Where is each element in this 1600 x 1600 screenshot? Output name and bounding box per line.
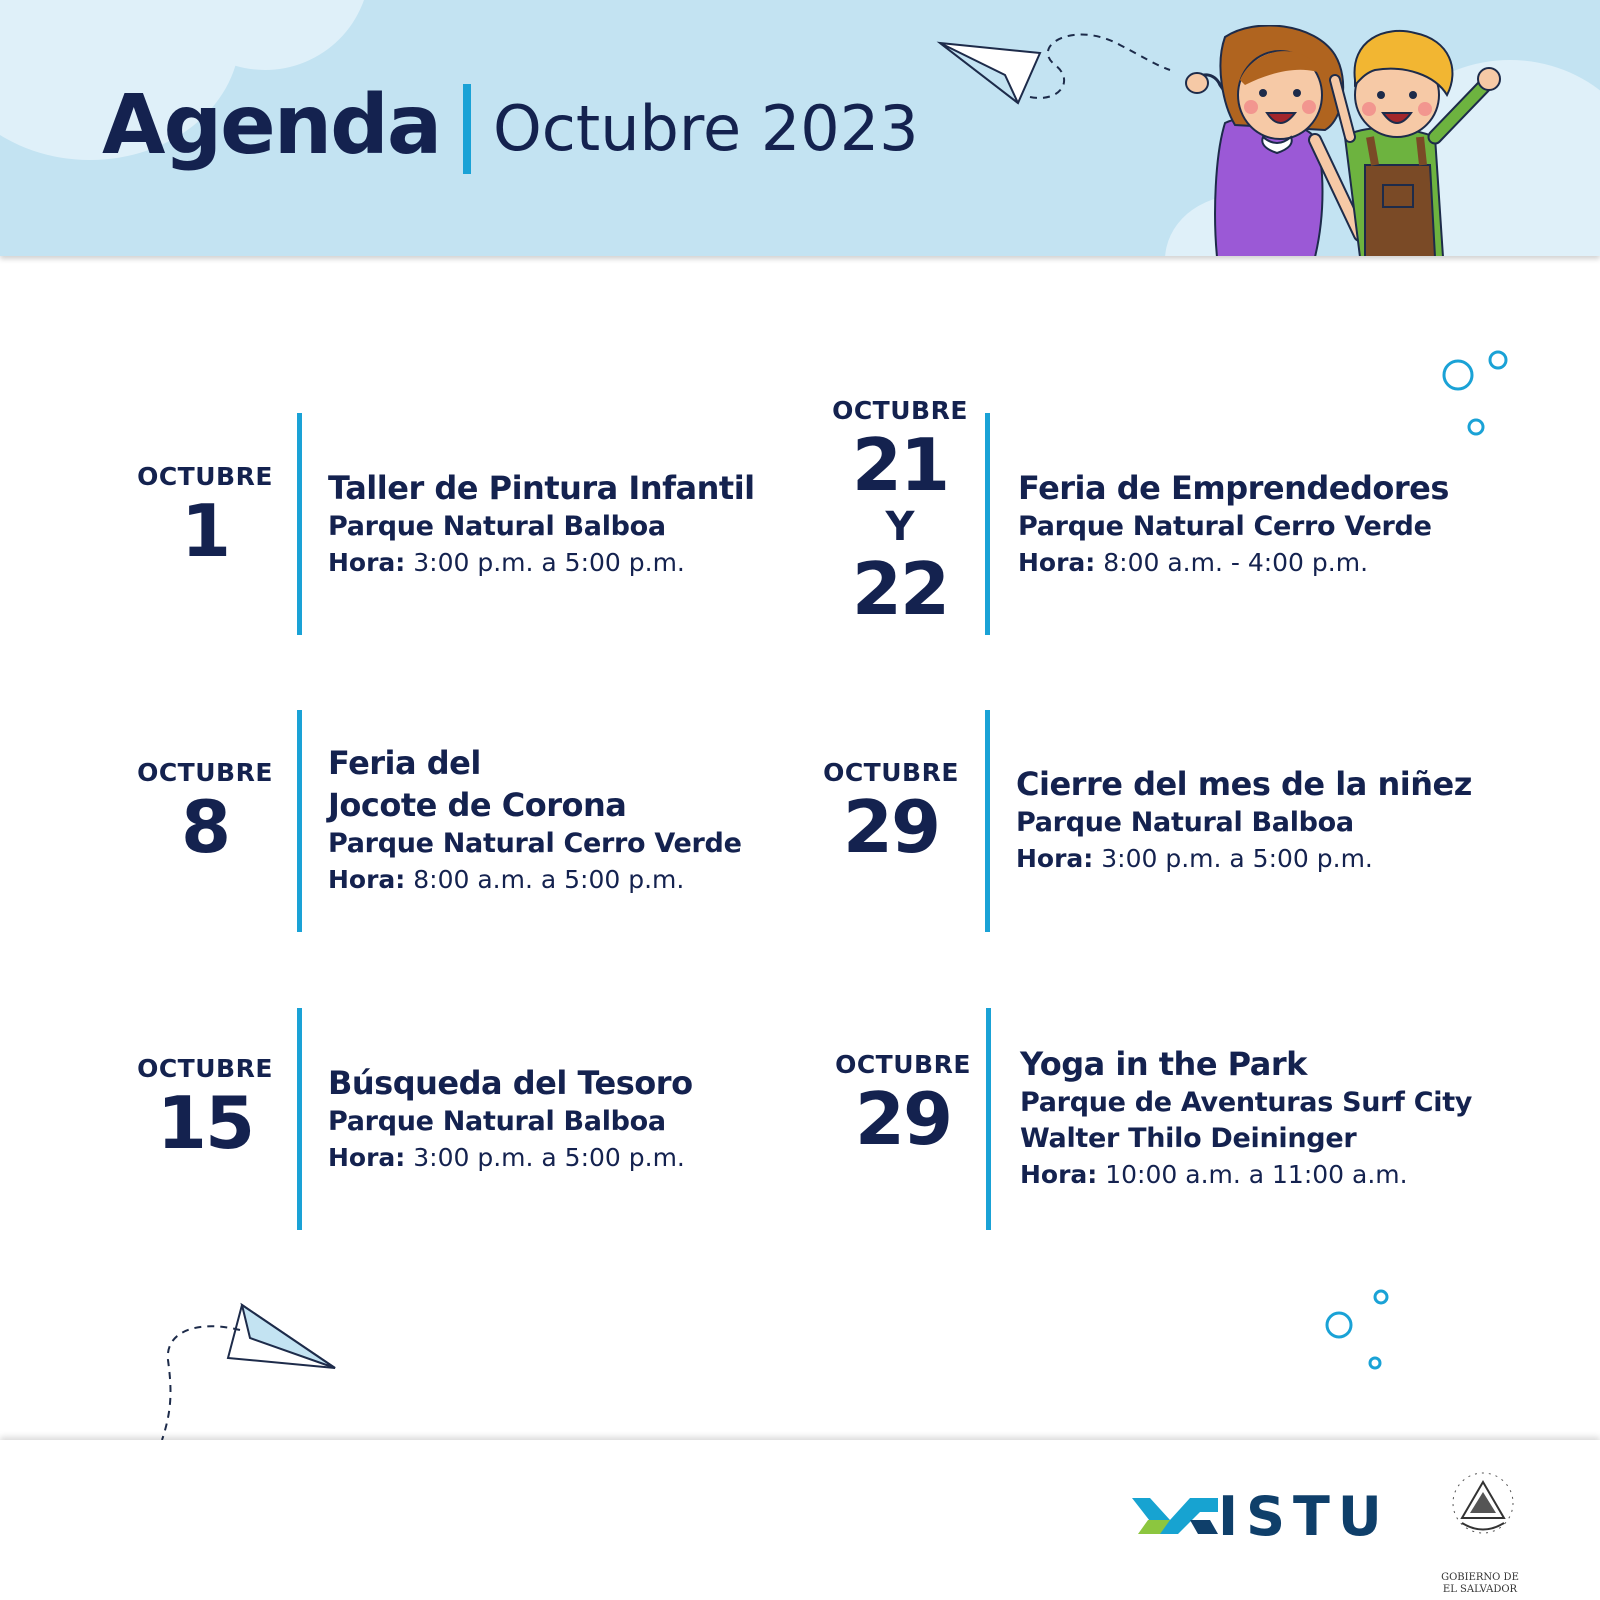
time-label: Hora: <box>328 865 406 894</box>
time-value: 3:00 p.m. a 5:00 p.m. <box>413 548 685 577</box>
event-day: 22 <box>851 547 949 631</box>
event-time <box>1020 1157 1472 1192</box>
event-details <box>1018 467 1449 580</box>
event-time <box>328 1140 693 1175</box>
event-date <box>823 1050 983 1159</box>
event-title: Cierre del mes de la niñez <box>1016 765 1472 803</box>
event-date <box>820 396 980 629</box>
paper-plane-icon <box>150 1300 340 1445</box>
event-title: Jocote de Corona <box>328 786 627 824</box>
event-month: OCTUBRE <box>137 1054 273 1083</box>
gov-line1: GOBIERNO DE <box>1441 1572 1519 1583</box>
event-details <box>328 467 755 580</box>
event-day: 15 <box>156 1081 254 1165</box>
time-value: 3:00 p.m. a 5:00 p.m. <box>1101 844 1373 873</box>
time-label: Hora: <box>328 1143 406 1172</box>
event-day: 1 <box>180 489 230 573</box>
event-divider <box>985 413 990 635</box>
event-month: OCTUBRE <box>823 758 959 787</box>
event-details <box>328 742 742 897</box>
event-day: 21 <box>851 423 949 507</box>
event-details <box>1016 763 1472 876</box>
event-divider <box>297 413 302 635</box>
time-label: Hora: <box>328 548 406 577</box>
event-date <box>125 1054 285 1163</box>
event-title: Taller de Pintura Infantil <box>328 469 755 507</box>
event-time <box>1018 545 1449 580</box>
page-title: Agenda <box>102 78 441 173</box>
event-place: Parque de Aventuras Surf City <box>1020 1087 1473 1118</box>
event-place: Parque Natural Balboa <box>328 511 666 542</box>
children-illustration <box>1185 25 1515 256</box>
header-banner <box>0 0 1600 256</box>
event-time <box>328 545 755 580</box>
event-month: OCTUBRE <box>832 396 968 425</box>
event-month: OCTUBRE <box>835 1050 971 1079</box>
event-time <box>1016 841 1472 876</box>
government-seal-text <box>1430 1572 1530 1596</box>
event-day-conjunction: Y <box>885 504 915 550</box>
event-month: OCTUBRE <box>137 758 273 787</box>
event-month: OCTUBRE <box>137 462 273 491</box>
time-label: Hora: <box>1020 1160 1098 1189</box>
event-title: Búsqueda del Tesoro <box>328 1064 693 1102</box>
event-place: Parque Natural Cerro Verde <box>1018 511 1432 542</box>
event-day: 29 <box>842 785 940 869</box>
event-place: Parque Natural Balboa <box>328 1106 666 1137</box>
page-subtitle: Octubre 2023 <box>493 92 919 165</box>
event-divider <box>986 1008 991 1230</box>
footer-bar <box>0 1440 1600 1600</box>
event-title: Yoga in the Park <box>1020 1045 1307 1083</box>
time-value: 8:00 a.m. a 5:00 p.m. <box>413 865 685 894</box>
event-divider <box>297 710 302 932</box>
event-place: Walter Thilo Deininger <box>1020 1123 1357 1154</box>
time-value: 8:00 a.m. - 4:00 p.m. <box>1103 548 1369 577</box>
time-value: 10:00 a.m. a 11:00 a.m. <box>1105 1160 1408 1189</box>
event-date <box>811 758 971 867</box>
time-label: Hora: <box>1016 844 1094 873</box>
bubbles-decoration <box>1320 1285 1390 1375</box>
event-time <box>328 862 742 897</box>
event-details <box>328 1062 693 1175</box>
istu-logo-icon <box>1130 1490 1220 1540</box>
event-day: 29 <box>854 1077 952 1161</box>
event-divider <box>297 1008 302 1230</box>
event-date <box>125 758 285 867</box>
event-place: Parque Natural Cerro Verde <box>328 828 742 859</box>
event-date <box>125 462 285 571</box>
event-place: Parque Natural Balboa <box>1016 807 1354 838</box>
government-seal-icon <box>1448 1468 1518 1568</box>
event-divider <box>985 710 990 932</box>
time-value: 3:00 p.m. a 5:00 p.m. <box>413 1143 685 1172</box>
event-title: Feria de Emprendedores <box>1018 469 1449 507</box>
event-title: Feria del <box>328 744 481 782</box>
paper-plane-icon <box>935 25 1205 135</box>
gov-line2: EL SALVADOR <box>1442 1584 1518 1595</box>
event-day: 8 <box>180 785 230 869</box>
event-details <box>1020 1043 1472 1192</box>
time-label: Hora: <box>1018 548 1096 577</box>
title-divider <box>463 84 471 174</box>
bubbles-decoration <box>1440 345 1510 445</box>
istu-logo-text: ISTU <box>1218 1485 1390 1548</box>
